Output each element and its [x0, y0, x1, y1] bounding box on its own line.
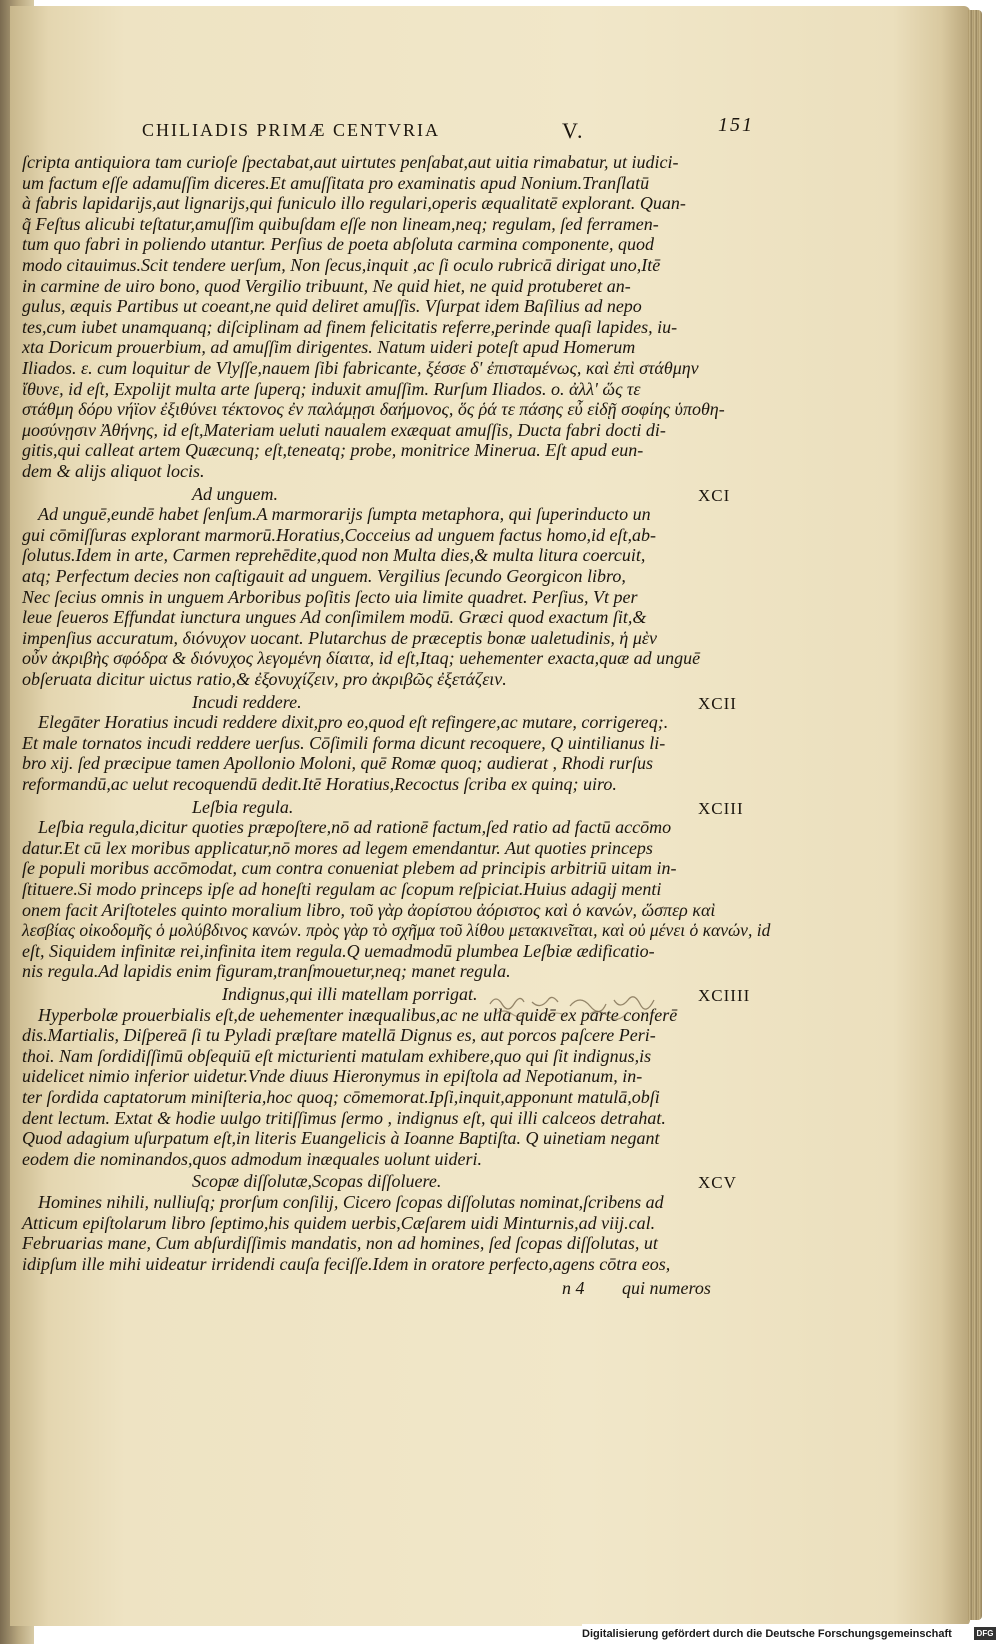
running-header [142, 114, 802, 146]
text-line: leue ſeueros Effundat iunctura ungues Ad conſimilem modū. Græci quod exactum ſit,& [22, 607, 647, 628]
signature-mark: n 4 [562, 1278, 585, 1299]
dfg-logo: DFG [974, 1627, 996, 1640]
text-line: μοσύνῃσιν Ἀθήνης, id eſt,Materiam ueluti naualem exæquat amuſſis, Ducta fabri docti di- [22, 419, 666, 440]
dfg-funding-banner [582, 1624, 1000, 1644]
text-line: Nec ſecius omnis in unguem Arboribus poſitis ſecto uia limite quadret. Perſius, Vt per [22, 586, 638, 607]
text-line: onem facit Ariſtoteles quinto moralium libro, τοῦ γὰρ ἀορίστου ἀόριστος καὶ ὁ κανών, ὥσπερ καὶ [22, 899, 716, 920]
text-line: λεσβίας οἰκοδομῆς ὁ μολύβδινος κανών. πρὸς γὰρ τὸ σχῆμα τοῦ λίθου μετακινεῖται, καὶ οὐ μένει ὁ κανών, id [22, 920, 771, 941]
text-line: Atticum epiſtolarum libro ſeptimo,his quidem uerbis,Cæſarem uidi Minturnis,ad viij.cal. [22, 1212, 656, 1233]
text-line: idipſum ille mihi uideatur irridendi cauſa feciſſe.Idem in oratore perfecto,agens cōtra eos, [22, 1253, 671, 1274]
entry-number: XCI [698, 485, 731, 505]
folio-number: 151 [718, 114, 754, 136]
text-line: ſe populi moribus accōmodat, cum contra conueniat plebem ad principis arbitriū uitam in- [22, 858, 677, 879]
text-line: οὖν ἀκριβὴς σφόδρα & διόνυχος λεγομένη δίαιτα, id eſt,Itaq; uehementer exacta,quæ ad unguē [22, 648, 701, 669]
text-line: eſt, Siquidem infinitæ rei,infinita item regula.Q uemadmodū plumbea Leſbiæ ædificatio- [22, 940, 655, 961]
text-line: Et male tornatos incudi reddere uerſus. Cōſimili forma dicunt recoquere, Q uintilianus li- [22, 732, 666, 753]
text-line: modo citauimus.Scit tendere uerſum, Non ſecus,inquit ,ac ſi oculo rubricā dirigat uno,Itē [22, 255, 661, 275]
text-line: ἴθυνε, id eſt, Expolijt multa arte ſuperq; induxit amuſſim. Rurſum Iliados. ο. ἀλλ' ὥς τε [22, 378, 641, 399]
entry-heading: Indignus,qui illi matellam porrigat. [222, 984, 478, 1004]
text-line: Quod adagium uſurpatum eſt,in literis Euangelicis à Ioanne Baptiſta. Q uinetiam negant [22, 1128, 660, 1149]
text-line: in carmine de uiro bono, quod Vergilio tribuunt, Ne quid hiet, ne quid protuberet an- [22, 275, 631, 296]
text-line: atq; Perfectum decies non caſtigauit ad unguem. Vergilius ſecundo Georgicon libro, [22, 566, 626, 586]
text-line: impenſius accuratum, διόνυχον uocant. Plutarchus de præceptis bonæ ualetudinis, ἡ μὲν [22, 627, 657, 648]
text-line: eodem die nominandos,quos admodum inæquales uolunt uideri. [22, 1148, 482, 1169]
text-line: ter ſordida captatorum miniſteria,hoc quoq; cōmemorat.Ipſi,inquit,apponunt matulā,obſi [22, 1087, 660, 1107]
text-line: Iliados. ε. cum loquitur de Vlyſſe,nauem ſibi fabricante, ξέσσε δ' ἐπισταμένως, καὶ ἐπὶ στάθμην [22, 358, 699, 378]
text-line: dem & alijs aliquot locis. [22, 461, 205, 481]
text-line: thoi. Nam ſordidiſſimū obſequiū eſt micturienti matulam exhibere,quo qui ſit indignus,is [22, 1045, 652, 1066]
text-line: Ad unguē,eundē habet ſenſum.A marmorarijs ſumpta metaphora, qui ſuperinducto un [38, 504, 651, 525]
text-line: reformandū,ac uelut recoquendū dedit.Itē Horatius,Recoctus ſcriba ex quinq; uiro. [22, 774, 617, 794]
text-line: tes,cum iubet unamquanq; diſciplinam ad finem felicitatis referre,perinde quaſi lapides, iu- [22, 316, 678, 337]
entry-number: XCII [698, 693, 737, 713]
text-line: gitis,qui calleat artem Quæcunq; eſt,teneatq; probe, monitrice Minerua. Eſt apud eun- [22, 440, 644, 461]
entry-number: XCIII [698, 798, 744, 818]
entry-heading: Ad unguem. [192, 483, 278, 504]
text-line: Hyperbolæ prouerbialis eſt,de uehementer inæqualibus,ac ne ulla quidē ex parte conferē [38, 1004, 678, 1025]
text-line: dent lectum. Extat & hodie uulgo tritiſſimus ſermo , indignus eſt, qui illi calceos detrahat. [22, 1107, 666, 1128]
text-line: xta Doricum prouerbium, ad amuſſim dirigentes. Natum uideri poteſt apud Homerum [22, 337, 636, 358]
text-line: ſolutus.Idem in arte, Carmen reprehēdite,quod non Multa dies,& multa litura coercuit, [22, 545, 646, 566]
entry-heading: Scopæ diſſolutæ,Scopas diſſoluere. [192, 1171, 442, 1192]
text-line: bro xij. ſed præcipue tamen Apollonio Moloni, quē Romæ quoq; audierat , Rhodi rurſus [22, 753, 653, 774]
text-line: datur.Et cū lex moribus applicatur,nō mores ad legem emendantur. Aut quoties princeps [22, 837, 653, 858]
text-line: q̃ Feſtus alicubi teſtatur,amuſſim quibuſdam eſſe non lineam,neq; regulam, ſed ferramen- [22, 213, 659, 234]
signature-letter: V. [562, 118, 585, 143]
entry-heading: Incudi reddere. [192, 691, 302, 712]
text-line: Leſbia regula,dicitur quoties præpoſtere,nō ad rationē factum,ſed ratio ad factū accōmo [38, 817, 672, 838]
text-line: Februarias mane, Cum abſurdiſſimis mandatis, non ad homines, ſed ſcopas diſſolutas, ut [22, 1233, 658, 1254]
page-edge-stack [968, 10, 982, 1620]
text-line: Elegāter Horatius incudi reddere dixit,pro eo,quod eſt refingere,ac mutare, corrigereq;. [38, 712, 669, 733]
text-line: à fabris lapidarijs,aut lignarijs,qui funiculo illo regulari,operis æqualitatē explorant. Quan- [22, 193, 686, 214]
text-line: gulus, æquis Partibus ut coeant,ne quid deliret amuſſis. Vſurpat idem Baſilius ad nepo [22, 296, 642, 317]
handwritten-marginal-note [486, 990, 662, 1020]
dfg-banner-text: Digitalisierung gefördert durch die Deutsche Forschungsgemeinschaft [582, 1628, 952, 1640]
entry-heading: Leſbia regula. [192, 796, 294, 817]
entry-number: XCIIII [698, 986, 751, 1005]
text-line: στάθμη δόρυ νήϊον ἐξιθύνει τέκτονος ἐν παλάμῃσι δαήμονος, ὅς ῥά τε πάσης εὖ εἰδῇ σοφίης ὑποθη- [22, 399, 725, 420]
text-line: obſeruata dicitur uictus ratio,& ἐξονυχίζειν, pro ἀκριβῶς ἐξετάζειν. [22, 669, 507, 689]
catchword: qui numeros [622, 1278, 711, 1299]
text-line: Homines nihili, nulliuſq; prorſum conſilij, Cicero ſcopas diſſolutas nominat,ſcribens ad [38, 1192, 664, 1212]
text-line: ſtituere.Si modo princeps ipſe ad honeſti regulam ac ſcopum reſpiciat.Huius adagij menti [22, 879, 662, 899]
text-line: ſcripta antiquiora tam curioſe ſpectabat,aut uirtutes penſabat,aut uitia rimabatur, ut iudici- [22, 152, 679, 172]
entry-number: XCV [698, 1173, 737, 1193]
text-line: tum quo fabri in poliendo utantur. Perſius de poeta abſoluta carmina componente, quod [22, 234, 654, 255]
text-line: uidelicet nimio inferior uidetur.Vnde diuus Hieronymus in epiſtola ad Nepotianum, in- [22, 1066, 643, 1087]
running-title: CHILIADIS PRIMÆ CENTVRIA [142, 120, 441, 140]
text-line: nis regula.Ad lapidis enim figuram,tranſmouetur,neq; manet regula. [22, 961, 511, 982]
text-line: gui cōmiſſuras explorant marmorū.Horatius,Cocceius ad unguem factus homo,id eſt,ab- [22, 524, 656, 545]
text-line: um factum eſſe adamuſſim diceres.Et amuſſitata pro examinatis apud Nonium.Tranſlatū [22, 172, 650, 193]
text-line: dis.Martialis, Diſpereā ſi tu Pyladi præſtare matellā Dignus es, aut porcos paſcere Peri- [22, 1025, 656, 1046]
